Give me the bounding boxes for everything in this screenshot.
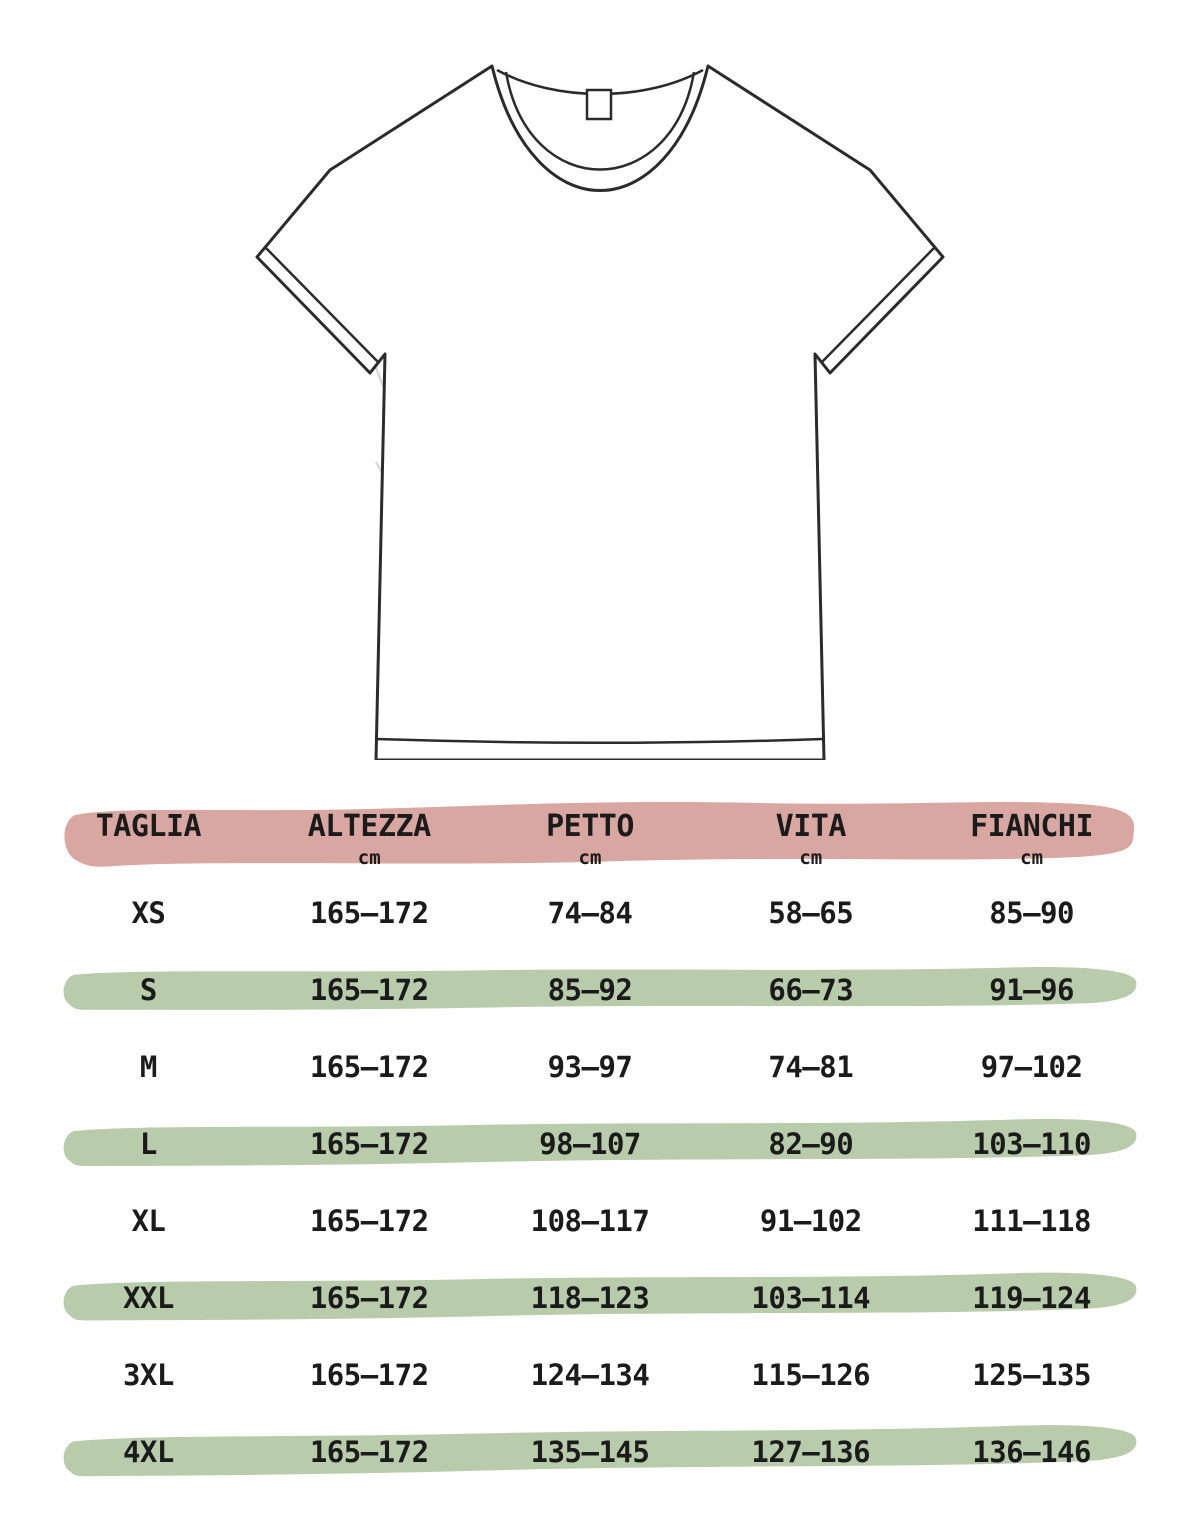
vita-cell: 66–73 [768, 972, 854, 1007]
tshirt-outline-svg [230, 20, 970, 760]
column-header-altezza [259, 796, 480, 869]
table-row-4xl [38, 1413, 1142, 1490]
size-chart-table [38, 796, 1142, 1490]
size-cell: S [139, 972, 157, 1007]
column-header-label: PETTO [546, 809, 634, 844]
altezza-cell: 165–172 [309, 1049, 429, 1084]
vita-cell: 115–126 [751, 1357, 871, 1392]
fianchi-cell: 119–124 [972, 1280, 1091, 1315]
unit-label: cm [799, 847, 823, 869]
petto-cell: 118–123 [530, 1280, 650, 1315]
tshirt-illustration [230, 20, 970, 760]
column-header-taglia [38, 796, 259, 844]
table-row-3xl [38, 1336, 1142, 1413]
header-row [38, 796, 1142, 874]
size-cell: XXL [122, 1280, 174, 1315]
petto-cell: 74–84 [547, 895, 633, 930]
table-row-xs [38, 874, 1142, 951]
table-row-s [38, 951, 1142, 1028]
size-cell: XS [131, 895, 166, 930]
altezza-cell: 165–172 [309, 972, 429, 1007]
altezza-cell: 165–172 [309, 1203, 429, 1238]
column-header-label: TAGLIA [95, 809, 202, 844]
table-row-l [38, 1105, 1142, 1182]
table-row-xl [38, 1182, 1142, 1259]
vita-cell: 82–90 [768, 1126, 854, 1161]
column-header-label: FIANCHI [970, 809, 1094, 844]
column-header-petto [480, 796, 701, 869]
size-cell: 3XL [122, 1357, 174, 1392]
table-row-xxl [38, 1259, 1142, 1336]
petto-cell: 124–134 [530, 1357, 650, 1392]
fianchi-cell: 136–146 [972, 1434, 1091, 1469]
fianchi-cell: 111–118 [972, 1203, 1091, 1238]
altezza-cell: 165–172 [309, 1280, 429, 1315]
altezza-cell: 165–172 [309, 1126, 429, 1161]
altezza-cell: 165–172 [309, 1434, 429, 1469]
vita-cell: 74–81 [768, 1049, 854, 1084]
petto-cell: 108–117 [530, 1203, 650, 1238]
size-cell: L [139, 1126, 157, 1161]
table-row-m [38, 1028, 1142, 1105]
vita-cell: 91–102 [759, 1203, 862, 1238]
petto-cell: 98–107 [539, 1126, 641, 1161]
fianchi-cell: 125–135 [972, 1357, 1091, 1392]
neck-tag [587, 90, 611, 119]
column-header-label: VITA [775, 809, 846, 844]
fianchi-cell: 103–110 [972, 1126, 1091, 1161]
column-header-fianchi [921, 796, 1142, 869]
altezza-cell: 165–172 [309, 895, 429, 930]
size-cell: M [139, 1049, 157, 1084]
vita-cell: 103–114 [751, 1280, 871, 1315]
column-header-label: ALTEZZA [307, 809, 431, 844]
fianchi-cell: 91–96 [989, 972, 1074, 1007]
vita-cell: 127–136 [751, 1434, 871, 1469]
fianchi-cell: 85–90 [989, 895, 1074, 930]
vita-cell: 58–65 [768, 895, 854, 930]
size-cell: XL [131, 1203, 166, 1238]
unit-label: cm [578, 847, 602, 869]
petto-cell: 85–92 [547, 972, 633, 1007]
fianchi-cell: 97–102 [980, 1049, 1083, 1084]
column-header-vita [700, 796, 921, 869]
petto-cell: 135–145 [530, 1434, 650, 1469]
petto-cell: 93–97 [547, 1049, 633, 1084]
size-cell: 4XL [122, 1434, 174, 1469]
unit-label: cm [1020, 847, 1044, 869]
unit-label: cm [357, 847, 381, 869]
altezza-cell: 165–172 [309, 1357, 429, 1392]
